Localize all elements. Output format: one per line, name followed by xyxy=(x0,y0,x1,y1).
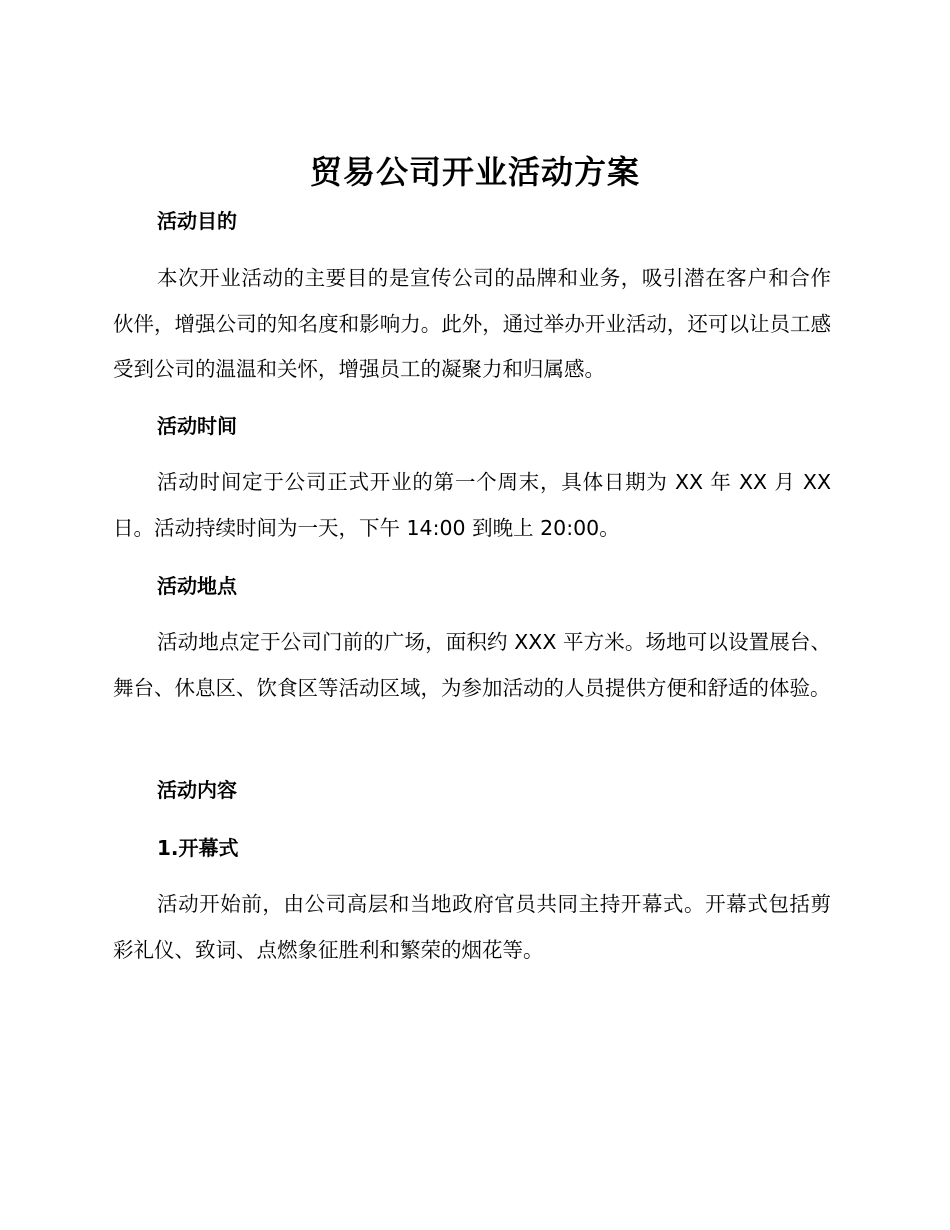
document-title: 贸易公司开业活动方案 xyxy=(309,153,640,191)
section-body-location: 活动地点定于公司门前的广场，面积约 XXX 平方米。场地可以设置展台、舞台、休息区、饮食区等活动区域，为参加活动的人员提供方便和舒适的体验。 xyxy=(113,630,831,700)
section-heading-content: 活动内容 xyxy=(157,778,237,802)
section-body-purpose: 本次开业活动的主要目的是宣传公司的品牌和业务，吸引潜在客户和合作伙伴，增强公司的知名度和影响力。此外，通过举办开业活动，还可以让员工感受到公司的温温和关怀，增强员工的凝聚力和归属感。 xyxy=(113,266,831,381)
subsection-heading-opening: 1.开幕式 xyxy=(157,836,239,860)
section-body-time: 活动时间定于公司正式开业的第一个周末，具体日期为 XX 年 XX 月 XX 日。活动持续时间为一天，下午 14:00 到晚上 20:00。 xyxy=(113,470,831,540)
section-heading-time: 活动时间 xyxy=(157,414,237,438)
subsection-body-opening: 活动开始前，由公司高层和当地政府官员共同主持开幕式。开幕式包括剪彩礼仪、致词、点燃象征胜利和繁荣的烟花等。 xyxy=(113,892,831,962)
section-heading-purpose: 活动目的 xyxy=(157,209,237,233)
section-heading-location: 活动地点 xyxy=(157,574,237,598)
